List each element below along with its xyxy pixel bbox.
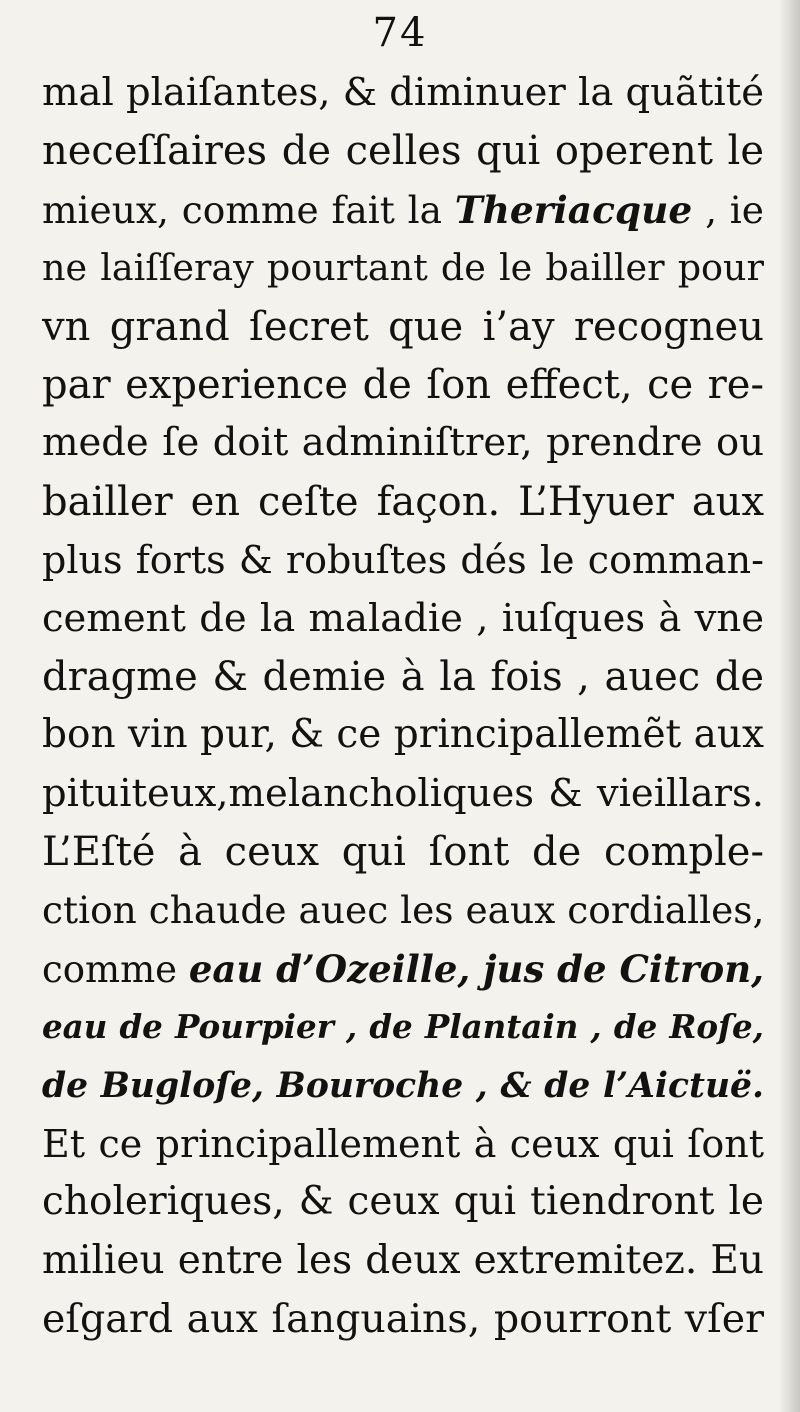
text-segment: Et ce principallement à ceux qui ſont — [42, 1122, 764, 1167]
text-line — [42, 1173, 764, 1231]
text-line — [42, 64, 764, 122]
text-segment: mal plaiſantes, & diminuer la quãtité — [42, 70, 764, 115]
italic-text-segment: de Bugloſe, Bouroche , & de l’Aictuë. — [42, 1065, 764, 1106]
text-line — [42, 239, 764, 297]
text-line — [42, 356, 764, 414]
text-segment: ne laiſſeray pourtant de le bailler pour — [42, 246, 764, 290]
text-segment: mede ſe doit adminiſtrer, prendre ou — [42, 420, 764, 466]
italic-text-segment: Theriacque — [454, 187, 693, 232]
text-segment: ction chaude auec les eaux cordialles, — [42, 888, 764, 933]
text-line — [42, 298, 764, 356]
text-line — [42, 414, 764, 472]
page-edge-shadow — [778, 0, 800, 1412]
text-line — [42, 765, 764, 823]
text-segment: milieu entre les deux extremitez. Eu — [42, 1237, 764, 1283]
text-segment: cement de la maladie , iuſques à vne — [42, 595, 764, 641]
text-line — [42, 122, 764, 180]
text-segment: bon vin pur, & ce principallemẽt aux — [42, 712, 764, 758]
text-line — [42, 648, 764, 706]
text-segment: L’Eſté à ceux qui ſont de comple- — [42, 829, 764, 876]
text-segment: par experience de ſon effect, ce re- — [42, 361, 764, 408]
text-segment: neceſſaires de celles qui operent le — [42, 128, 764, 175]
body-text — [42, 64, 764, 1349]
text-line — [42, 531, 764, 589]
text-segment: comme — [42, 947, 189, 991]
italic-text-segment: eau d’Ozeille, jus de Citron, — [188, 946, 764, 991]
text-segment: bailler en ceſte façon. L’Hyuer aux — [42, 478, 764, 525]
text-line — [42, 823, 764, 881]
text-segment: vn grand ſecret que i’ay recogneu — [42, 303, 764, 350]
text-line — [42, 181, 764, 239]
text-segment: choleriques, & ceux qui tiendront le — [42, 1179, 764, 1225]
text-line — [42, 590, 764, 648]
italic-text-segment: eau de Pourpier , de Plantain , de Roſe, — [42, 1007, 764, 1047]
text-line — [42, 1115, 764, 1173]
text-line — [42, 1290, 764, 1348]
text-segment: mieux, comme fait la — [42, 187, 455, 232]
text-segment: pituiteux,melancholiques & vieillars. — [42, 770, 764, 816]
page-number: 74 — [372, 10, 428, 56]
text-line — [42, 1232, 764, 1290]
text-line — [42, 1057, 764, 1115]
text-segment: plus forts & robuſtes dés le comman- — [42, 538, 764, 583]
text-line — [42, 706, 764, 764]
text-line — [42, 473, 764, 531]
text-line — [42, 940, 764, 998]
text-line — [42, 881, 764, 939]
text-segment: dragme & demie à la fois , auec de — [42, 653, 764, 700]
text-segment: , ie — [692, 187, 764, 232]
text-line — [42, 998, 764, 1056]
text-segment: eſgard aux ſanguains, pourront vſer — [42, 1296, 764, 1343]
